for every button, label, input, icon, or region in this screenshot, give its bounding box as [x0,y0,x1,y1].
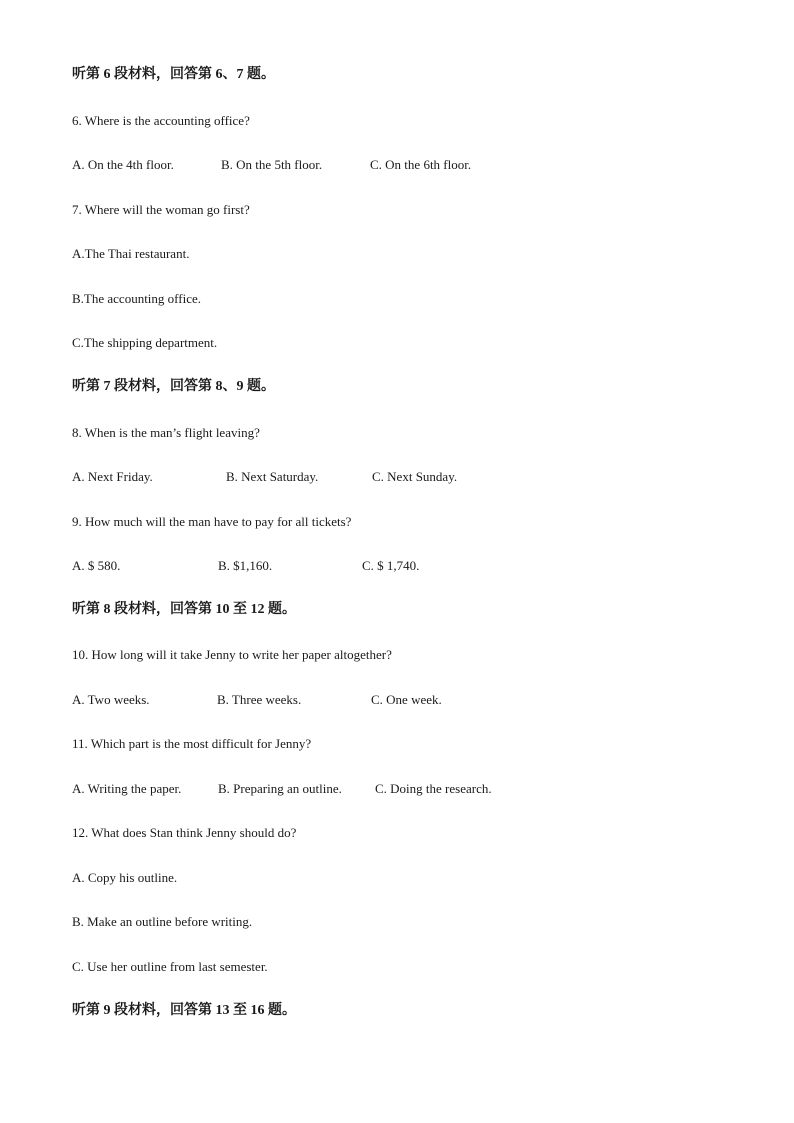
option-7-a: A.The Thai restaurant. [72,246,190,261]
option-6-a: A. On the 4th floor. [72,157,174,172]
question-8: 8. When is the man’s flight leaving? [72,425,260,440]
option-10-a: A. Two weeks. [72,692,150,707]
options-row-11 [72,781,722,797]
section-heading-8: 听第 8 段材料，回答第 10 至 12 题。 [72,602,296,617]
option-12-b: B. Make an outline before writing. [72,914,253,929]
question-6: 6. Where is the accounting office? [72,113,250,128]
question-7: 7. Where will the woman go first? [72,202,250,217]
option-6-c: C. On the 6th floor. [370,157,472,172]
option-9-b: B. $1,160. [218,558,273,573]
option-12-c: C. Use her outline from last semester. [72,959,268,974]
option-10-b: B. Three weeks. [217,692,302,707]
section-heading-9: 听第 9 段材料，回答第 13 至 16 题。 [72,1003,296,1018]
option-11-c: C. Doing the research. [375,781,492,796]
option-9-c: C. $ 1,740. [362,558,420,573]
option-8-b: B. Next Saturday. [226,469,319,484]
section-heading-6: 听第 6 段材料，回答第 6、7 题。 [72,67,275,82]
option-9-a: A. $ 580. [72,558,121,573]
option-6-b: B. On the 5th floor. [221,157,323,172]
section-heading-7: 听第 7 段材料，回答第 8、9 题。 [72,379,275,394]
option-11-a: A. Writing the paper. [72,781,182,796]
options-row-6 [72,157,722,173]
option-8-a: A. Next Friday. [72,469,153,484]
options-row-8 [72,469,722,485]
question-12: 12. What does Stan think Jenny should do? [72,825,297,840]
option-8-c: C. Next Sunday. [372,469,458,484]
question-9: 9. How much will the man have to pay for all tickets? [72,514,352,529]
question-11: 11. Which part is the most difficult for Jenny? [72,736,312,751]
question-10: 10. How long will it take Jenny to write her paper altogether? [72,647,392,662]
option-12-a: A. Copy his outline. [72,870,178,885]
option-10-c: C. One week. [371,692,442,707]
options-row-10 [72,692,722,708]
options-row-9 [72,558,722,574]
option-11-b: B. Preparing an outline. [218,781,342,796]
option-7-b: B.The accounting office. [72,291,201,306]
option-7-c: C.The shipping department. [72,335,218,350]
